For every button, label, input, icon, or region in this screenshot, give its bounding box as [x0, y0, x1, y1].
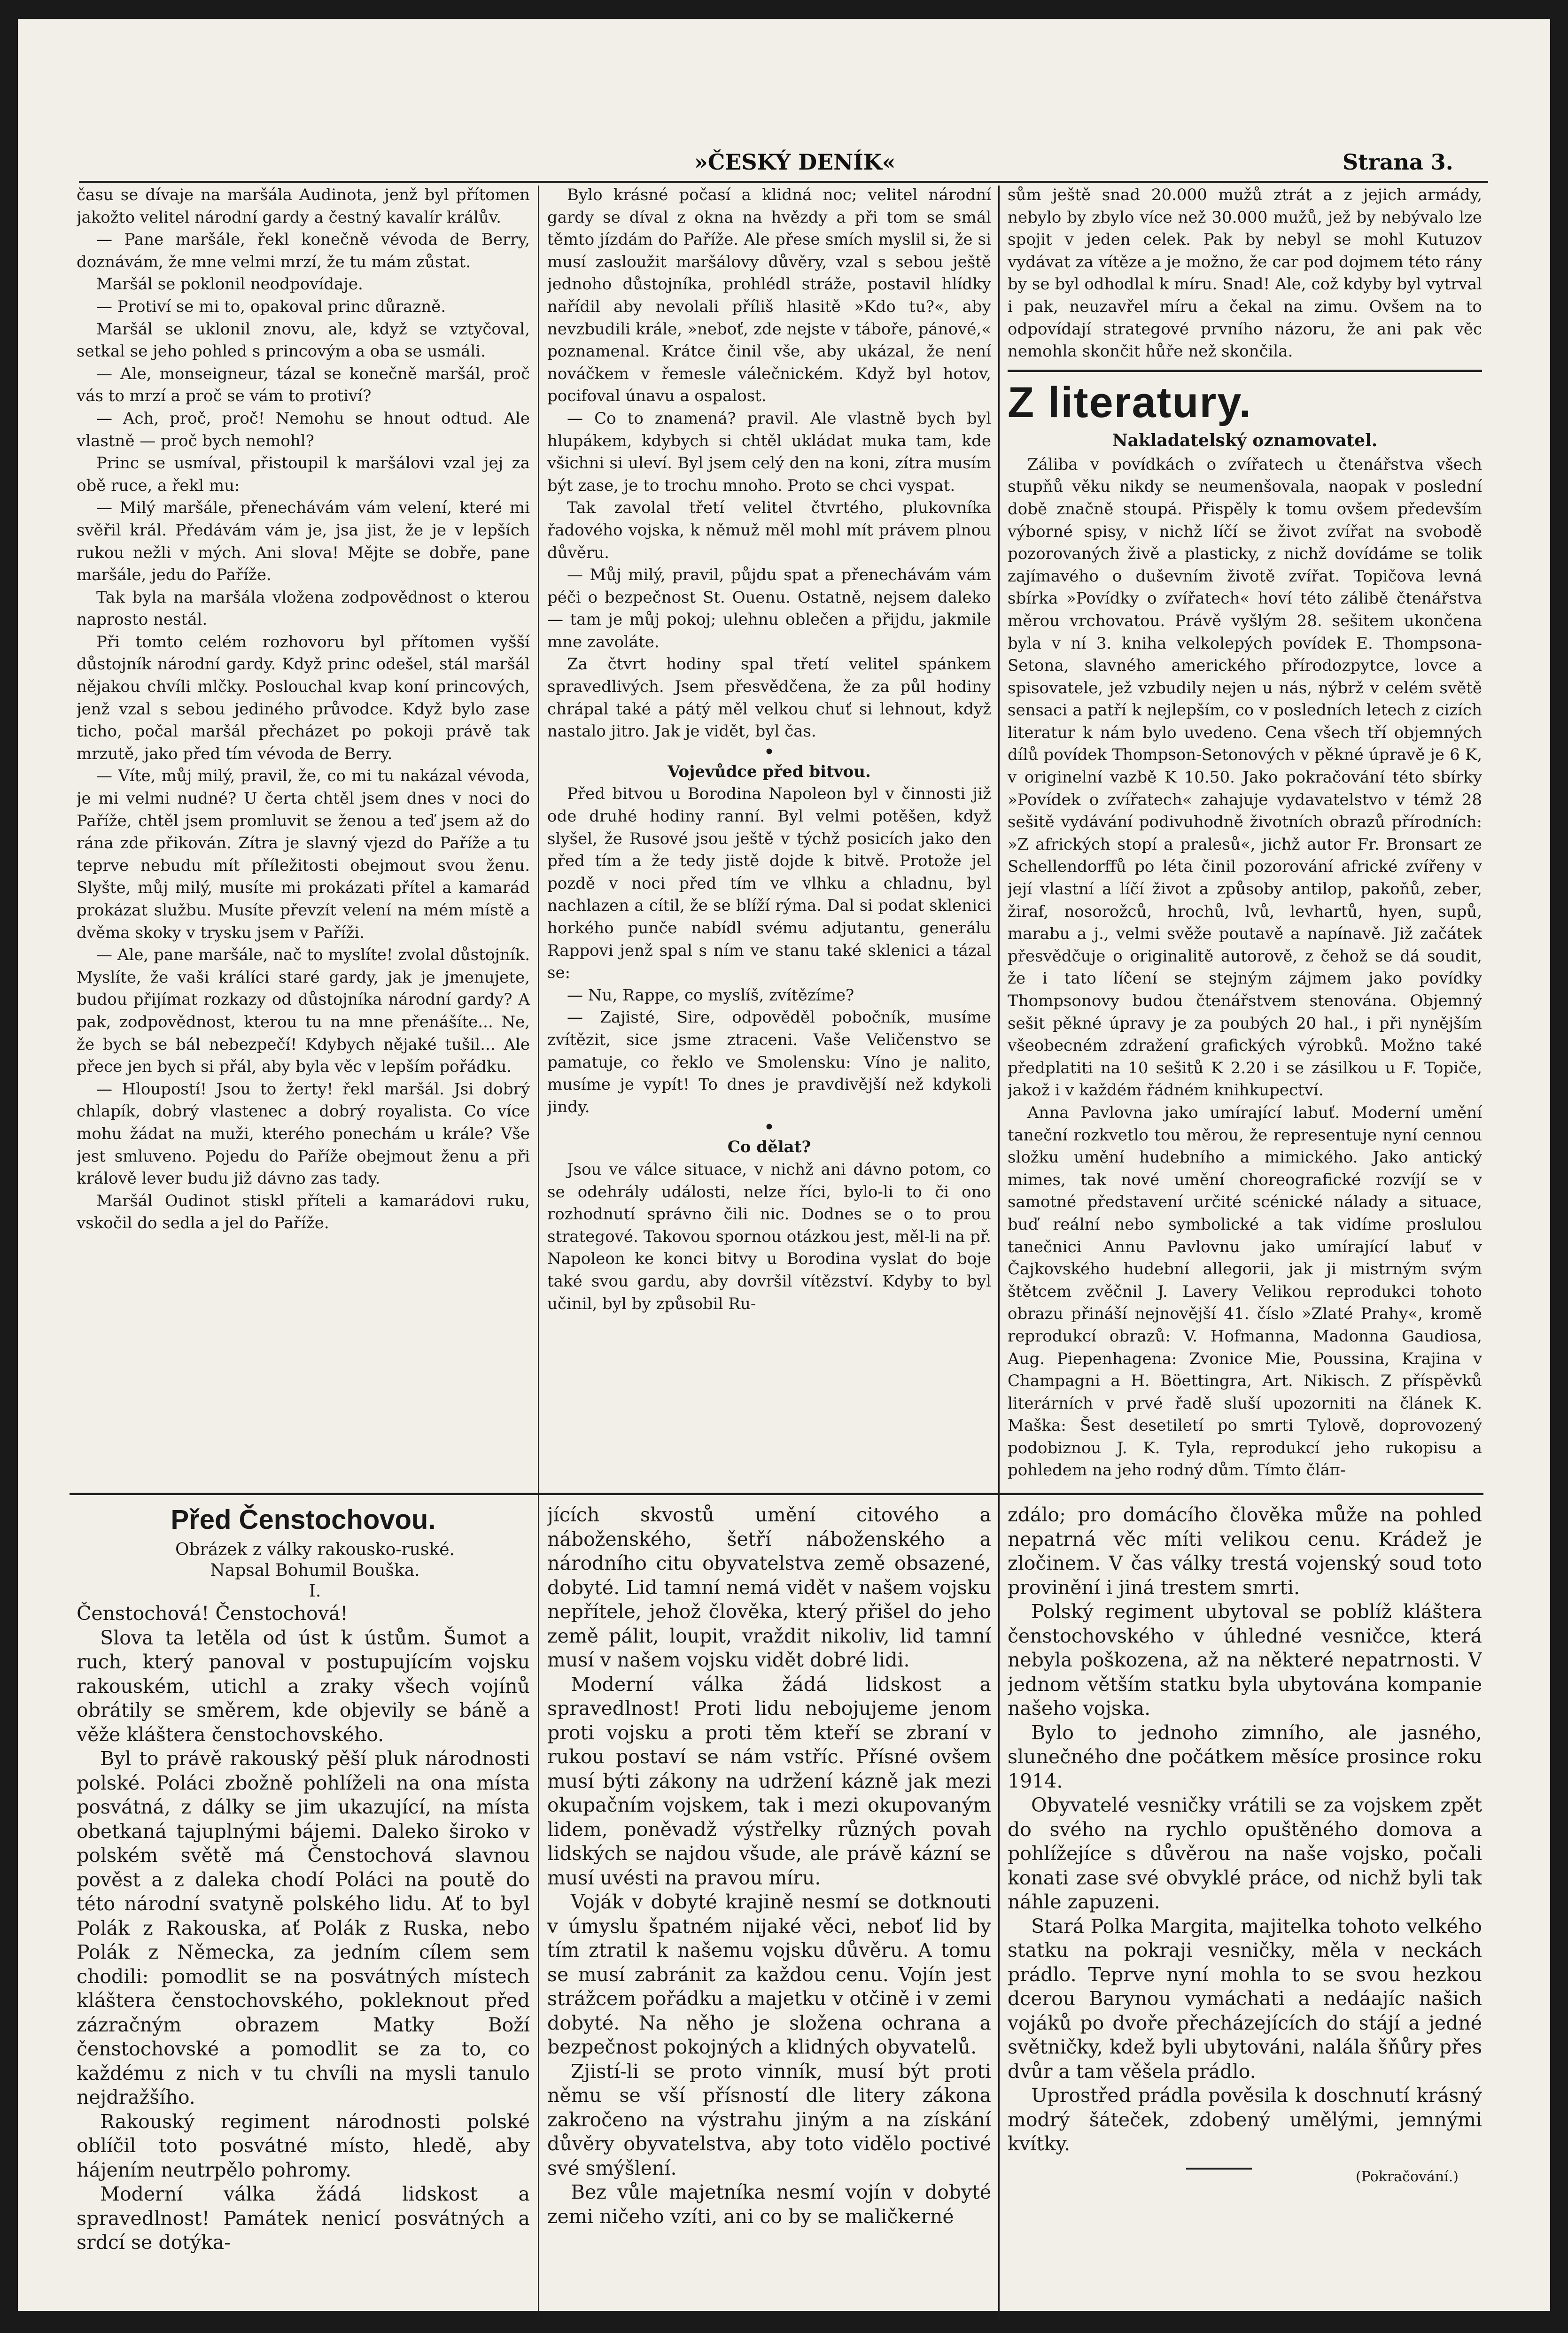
story-title: Před Čenstochovou.	[171, 1504, 436, 1535]
paragraph: Při tomto celém rozhovoru byl přítomen vyšší důstojník národní gardy. Když princ odešel, stál maršál nějakou chvíli mlčky. Poslouchal kvap koní princových, jenž vzal s sebou jediného průvodce. Když bylo zase ticho, počal maršál přecházet po pokoji právě tak mrzutě, jako před tím vévoda de Berry.	[77, 632, 530, 763]
paragraph: sům ještě snad 20.000 mužů ztrát a z jejich armády, nebylo by zbylo více než 30.000 mužů, jež by nebývalo lze spojit v jeden celek. Pak by nebyl se mohl Kutuzov vydávat za vítěze a je možno, že car pod dojmem této rány by se byl odhodlal k míru. Snad! Ale, což kdyby byl vytrval i pak, neuzavřel míru a čekal na zimu. Ovšem na to odpovídají strategové prvního názoru, že ani pak věc nemohla skončit hůře než skončila.	[1008, 186, 1482, 361]
paragraph: — Milý maršále, přenechávám vám velení, které mi svěřil král. Předávám vám je, jsa jist, že je v lepších rukou nežli v mých. Ani slova! Mějte se dobře, pane maršále, jedu do Paříže.	[77, 498, 530, 585]
paragraph: Rakouský regiment národnosti polské oblíčil toto posvátné místo, hledě, aby hájením neutrpělo pohromy.	[77, 2110, 530, 2181]
paragraph: Obyvatelé vesničky vrátili se za vojskem zpět do svého na rychlo opuštěného domova a pohlížejíce s důvěrou na naše vojsko, počali konati zase své obvyklé práce, od nichž byli tak náhle zapuzeni.	[1008, 1794, 1482, 1913]
end-rule	[1186, 2168, 1252, 2170]
story-column-1	[77, 1503, 530, 2302]
paragraph: Tak byla na maršála vložena zodpovědnost o kterou naprosto nestál.	[77, 588, 530, 629]
section-dot: •	[764, 742, 775, 761]
paragraph: — Zajisté, Sire, odpověděl pobočník, musíme zvítězit, sice jsme ztraceni. Vaše Veličenstvo se pamatuje, co řeklo ve Smolensku: Víno je nalito, musíme je vypít! To dnes je pravdivější než kdykoli jindy.	[547, 1008, 991, 1116]
story-author: Napsal Bohumil Bouška.	[210, 1561, 420, 1580]
story-column-2	[547, 1503, 991, 2302]
page-number: Strana 3.	[1343, 149, 1453, 175]
paragraph: Princ se usmíval, přistoupil k maršálovi vzal jej za obě ruce, a řekl mu:	[77, 454, 530, 495]
column-rule-1	[538, 186, 539, 2320]
paragraph: Bez vůle majetníka nesmí vojín v dobyté zemi ničeho vzíti, ani co by se maličkerné	[547, 2181, 991, 2228]
paragraph: — Víte, můj milý, pravil, že, co mi tu nakázal vévoda, je mi velmi nudné? U čerta chtěl jsem dnes v noci do Paříže, chtěl jsem promluvit se ženou a teď jsem až do rána zde přikován. Zítra je slavný vjezd do Paříže a tu teprve nebudu mít příležitosti obejmout svou ženu. Slyšte, můj milý, musíte mi prokázati přítel a kamarád prokázat službu. Musíte převzít velení na mém místě a dvěma skoky v trysku jsem v Paříži.	[77, 767, 530, 942]
paragraph: Voják v dobyté krajině nesmí se dotknouti v úmyslu špatném nijaké věci, neboť lid by tím ztratil k našemu vojsku důvěru. A tomu se musí zabránit za každou cenu. Vojín jest strážcem pořádku a majetku v otčině i v zemi dobyté. Na něho je složena ochrana a bezpečnost pokojných a klidných obyvatelů.	[547, 1891, 991, 2058]
section-heading: Co dělat?	[727, 1138, 811, 1157]
story-column-3	[1008, 1503, 1482, 2302]
paragraph: — Protiví se mi to, opakoval princ důrazně.	[96, 297, 446, 316]
paragraph: — Ale, pane maršále, nač to myslíte! zvolal důstojník. Myslíte, že vaši králíci staré gardy, jak je jmenujete, budou přijímat rozkazy od důstojníka národní gardy? A pak, zodpovědnost, kterou tu na mne přenášíte... Ne, že bych se bál nebezpečí! Kdybych nějaké tušil... Ale přece jen bych si přál, aby byla věc v lepším pořádku.	[77, 946, 530, 1077]
paragraph: zdálo; pro domácího člověka může na pohled nepatrná věc míti velikou cenu. Krádež je zločinem. V čas války trestá vojenský soud toto provinění i jiná trestem smrti.	[1008, 1504, 1482, 1599]
paragraph: Zjistí-li se proto vinník, musí být proti němu se vší přísností dle litery zákona zakročeno na výstrahu jiným a na získání důvěry obyvatelstva, aby toto vidělo poctivé své smýšlení.	[547, 2060, 991, 2179]
paragraph: Tak zavolal třetí velitel čtvrtého, plukovníka řadového vojska, k němuž měl mohl mít právem plnou důvěru.	[547, 498, 991, 562]
paragraph: Stará Polka Margita, majitelka tohoto velkého statku na pokraji vesničky, měla v neckách prádlo. Teprve nyní mohla to se svou hezkou dcerou Barynou vymáchati a nedáajíc našich vojáků po dvoře přecházejících do stájí a jedné světničky, kdež byli ubytováni, nalála šňůry přes dvůr a tam věšela prádlo.	[1008, 1914, 1482, 2083]
chapter-number: I.	[309, 1581, 321, 1601]
paragraph: Maršál se uklonil znovu, ale, když se vztyčoval, setkal se jeho pohled s princovým a oba se usmáli.	[77, 319, 530, 361]
rubric-heading: Z literatury.	[1008, 378, 1252, 426]
column-1-text	[77, 184, 530, 1490]
column-rule-2	[998, 186, 1000, 2320]
paragraph: — Můj milý, pravil, půjdu spat a přenechávám vám péči o bezpečnost St. Ouenu. Ostatně, nejsem daleko — tam je můj pokoj; ulehnu oblečen a přijdu, jakmile mne zavoláte.	[547, 566, 991, 651]
paragraph: Za čtvrt hodiny spal třetí velitel spánkem spravedlivých. Jsem přesvědčena, že za půl hodiny chrápal také a pátý měl velkou chuť si lehnout, když nastalo jitro. Jak je vidět, byl čas.	[547, 655, 991, 741]
story-subtitle: Obrázek z války rakousko-ruské.	[175, 1540, 455, 1559]
paragraph: — Pane maršále, řekl konečně vévoda de Berry, doznávám, že mne velmi mrzí, že tu mám zůstat.	[77, 230, 530, 271]
paragraph: času se dívaje na maršála Audinota, jenž byl přítomen jakožto velitel národní gardy a čestný kavalír králův.	[77, 186, 530, 227]
paragraph: Maršál Oudinot stiskl příteli a kamarádovi ruku, vskočil do sedla a jel do Paříže.	[77, 1191, 530, 1233]
paragraph: jících skvostů umění citového a náboženského, šetří náboženského a národního citu obyvatelstva země obsazené, dobyté. Lid tamní nemá vidět v našem vojsku nepřítele, jehož člověka, který přišel do jeho země pálit, loupit, vraždit nikoliv, lid tamní musí v našem vojsku vidět dobré lidi.	[547, 1504, 991, 1671]
paragraph: Moderní válka žádá lidskost a spravedlnost! Proti lidu nebojujeme jenom proti vojsku a proti těm kteří se zbraní v rukou postaví se nám vstříc. Přísné ovšem musí býti zákony na udržení kázně jak mezi okupačním vojskem, tak i mezi okupovaným lidem, poněvadž výstřelky různých povah lidských se najdou všude, ale právě kázní se musí uvésti na pravou míru.	[547, 1673, 991, 1889]
column-2-text	[547, 184, 991, 1490]
newspaper-page	[18, 19, 1550, 2311]
paragraph: Bylo krásné počasí a klidná noc; velitel národní gardy se díval z okna na hvězdy a při tom se smál těmto jízdám do Paříže. Ale přese smích myslil si, že si musí zasloužit maršálovy důvěry, vzal s sebou ještě jednoho důstojníka, prohlédl stráže, postavil hlídky nařídil aby nevolali příliš hlasitě »Kdo tu?«, aby nevzbudili krále, »neboť, zde nejste v táboře, pánové,« poznamenal. Krátce činil vše, aby ukázal, že není nováčkem v řemesle válečnickém. Když byl hotov, pocifoval únavu a ospalost.	[547, 186, 991, 406]
paragraph: Uprostřed prádla pověsila k doschnutí krásný modrý šáteček, zdobený umělými, jemnými kvítky.	[1008, 2084, 1482, 2155]
paragraph: Jsou ve válce situace, v nichž ani dávno potom, co se odehrály události, nelze říci, bylo-li to či ono rozhodnutí správno čili nic. Dodnes se o to prou strategové. Takovou spornou otázkou jest, měl-li na př. Napoleon ke konci bitvy u Borodina vyslat do boje také svou gardu, aby dovršil vítězství. Kdyby to byl učinil, byl by způsobil Ru-	[547, 1160, 991, 1313]
header-rule	[79, 181, 1488, 183]
continued-note: (Pokračování.)	[1356, 2168, 1459, 2185]
paragraph: Bylo to jednoho zimního, ale jasného, slunečného dne počátkem měsíce prosince roku 1914.	[1008, 1721, 1482, 1792]
paragraph: Maršál se poklonil neodpovídaje.	[96, 275, 363, 294]
paragraph: Anna Pavlovna jako umírající labuť. Moderní umění taneční rozkvetlo tou měrou, že representuje nyní cennou složku umění hudebního a mimického. Jako antický mimes, tak nové umění choreografické rozvíjí se v samotné představení určité scénické nálady a situace, buď reální nebo symbolické a tak vidíme proslulou tanečnici Annu Pavlovnu jako umírající labuť v Čajkovského hudební allegorii, jak ji mistrným svým štětcem zvěčnil J. Lavery Velikou reprodukci tohoto obrazu přináší nejnovější 41. číslo »Zlaté Prahy«, kromě reprodukcí obrazů: V. Hofmanna, Madonna Gaudiosa, Aug. Piepenhagena: Zvonice Mie, Poussina, Krajina v Champagni a H. Böettingra, Art. Nikisch. Z příspěvků literárních v prvé řadě sluší upozorniti na článek K. Maška: Šest desetiletí po smrti Tylově, doprovozený podobiznou J. K. Tyla, reprodukcí jeho rukopisu a pohledem na jeho rodný dům. Tímto čláп-	[1008, 1103, 1482, 1480]
masthead-title: »ČESKÝ DENÍK«	[694, 149, 896, 175]
paragraph: Záliba v povídkách o zvířatech u čtenářstva všech stupňů věku nikdy se neumenšovala, naopak v poslední době značně stoupá. Přispěly k tomu ovšem především výborné spisy, v nichž líčí se život zvířat na svobodě pozorovaných živě a plasticky, z nichž dovídáme se tolik zajímavého o duševním životě zvířat. Topičova levná sbírka »Povídky o zvířatech« hoví této zálibě čtenářstva měrou vrchovatou. Právě vyšlým 28. sešitem ukončena byla v ní 3. kniha velkolepých povídek E. Thompsona-Setona, slavného amerického přírodozpytce, lovce a spisovatele, jež vzbudily nejen u nás, nýbrž v celém světě sensaci a patří k nejlepším, co v posledních letech z cizích literatur k nám bylo uvedeno. Cena všech tří objemných dílů povídek Thompson-Setonových v pěkné úpravě je 6 K, v originelní vazbě K 10.50. Jako pokračování této sbírky »Povídek o zvířatech« zahajuje vydavatelstvo v témž 28 sešitě vydávání podivuhodně životních obrazů přírodních: »Z afrických stopí a pralesů«, jichž autor Fr. Bronsart ze Schellendorffů po léta činil pozorování africké zvířeny v její vlastní a líčí život a způsoby antilop, pakoňů, zeber, žiraf, nosorožců, hrochů, lvů, levhartů, hyen, supů, marabu a j., velmi svěže poutavě a napínavě. Již začátek přesvědčuje o originalitě autorově, z čehož se dá soudit, že i tato líčení se stejným zájmem jako povídky Thompsonovy budou čtenářstvem stenována. Objemný sešit pěkné úpravy je za poubých 20 hal., i při nynějším všeobecném zdražení grafických výrobků. Možno také předplatiti na 10 sešitů K 2.20 i se zásilkou u F. Topiče, jakož i v každém řádném knihkupectví.	[1008, 455, 1482, 1100]
paragraph: — Nu, Rappe, co myslíš, zvítězíme?	[567, 985, 854, 1005]
paragraph: Před bitvou u Borodina Napoleon byl v činnosti již ode druhé hodiny ranní. Byl velmi potěšen, když slyšel, že Rusové jsou ještě v týchž posicích jako den před tím a že tedy jistě dojde k bitvě. Protože jel pozdě v noci před tím ve vlhku a chladnu, byl nachlazen a cítil, že se blíží rýma. Dal si podat sklenici horkého punče nabídl svému adjutantu, generálu Rappovi jenž spal s ním ve stanu také sklenici a tázal se:	[547, 784, 991, 983]
section-dot: •	[764, 1118, 775, 1137]
paragraph: Čenstochová! Čenstochová!	[77, 1602, 348, 1625]
paragraph: — Ale, monseigneur, tázal se konečně maršál, proč vás to mrzí a proč se vám to protiví?	[77, 364, 530, 406]
paragraph: Moderní válka žádá lidskost a spravedlnost! Památek nenicí posvátných a srdcí se dotýka-	[77, 2183, 530, 2254]
paragraph: Slova ta letěla od úst k ústům. Šumot a ruch, který panoval v postupujícím vojsku rakouském, utichl a zraky všech vojínů obrátily se směrem, kde objevily se báně a věže kláštera čenstochovského.	[77, 1626, 530, 1746]
paragraph: — Co to znamená? pravil. Ale vlastně bych byl hlupákem, kdybych si chtěl ukládat muka tam, kde všichni si uleví. Byl jsem celý den na koni, zítra musím být zase, je to trochu mnoho. Proto se chci vyspat.	[547, 409, 991, 495]
section-heading: Vojevůdce před bitvou.	[668, 762, 871, 781]
subheading: Nakladatelský oznamovatel.	[1112, 430, 1378, 450]
section-divider	[70, 1493, 1483, 1495]
paragraph: — Ach, proč, proč! Nemohu se hnout odtud. Ale vlastně — proč bych nemohl?	[77, 409, 530, 450]
paragraph: Byl to právě rakouský pěší pluk národnosti polské. Poláci zbožně pohlíželi na ona místa posvátná, z dálky se jim ukazující, na místa obetkaná tajuplnými bájemi. Daleko široko v polském světě má Čenstochová slavnou pověst a z daleka chodí Poláci na poutě do této národní svatyně polského lidu. Ať to byl Polák z Rakouska, ať Polák z Ruska, nebo Polák z Německa, za jedním cílem sem chodili: pomodlit se na posvátných místech kláštera čenstochovského, pokleknout před zázračným obrazem Matky Boží čenstochovské a pomodlit se za to, co každému z nich v tu chvíli na mysli tanulo nejdražšího.	[77, 1747, 530, 2108]
paragraph: — Hloupostí! Jsou to žerty! řekl maršál. Jsi dobrý chlapík, dobrý vlastenec a dobrý royalista. Co více mohu žádat na muži, kterého ponechám u krále? Vše jest smluveno. Pojedu do Paříže obejmout ženu a při králově lever budu již dávno zas tady.	[77, 1079, 530, 1188]
column-3-text	[1008, 184, 1482, 1490]
paragraph: Polský regiment ubytoval se poblíž kláštera čenstochovského v úhledné vesničce, která nebyla poškozena, až na některé nepatrnosti. V jednom větším statku byla ubytována kompanie našeho vojska.	[1008, 1600, 1482, 1720]
section-rule	[1008, 370, 1482, 372]
